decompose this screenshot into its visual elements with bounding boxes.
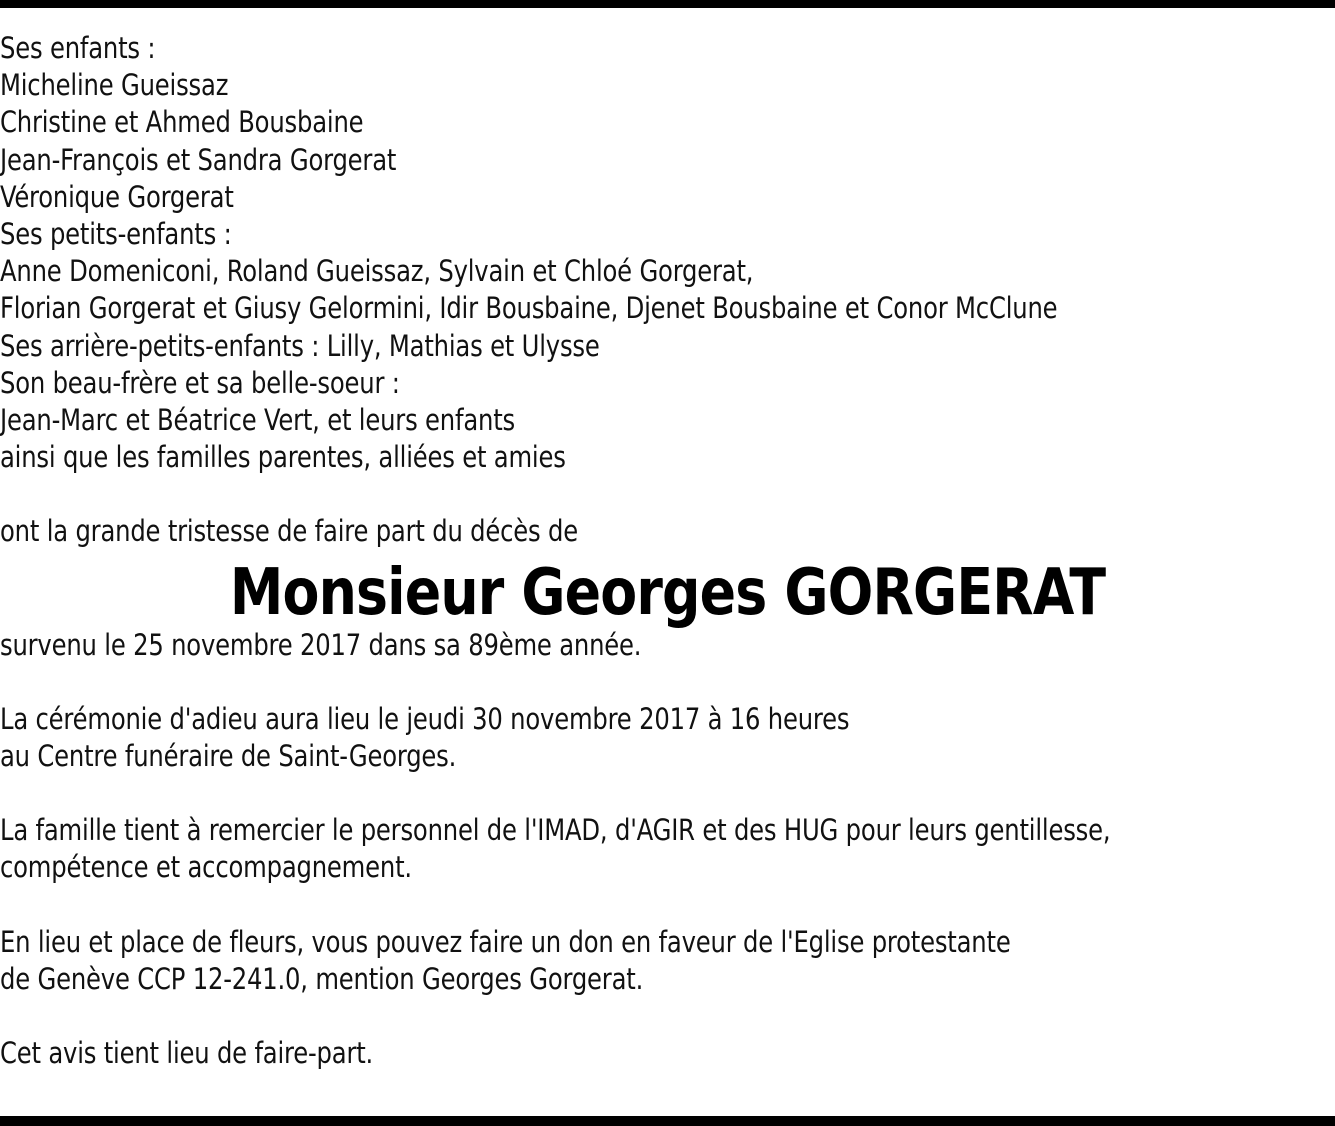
family-list xyxy=(0,30,1335,476)
spacer xyxy=(0,476,1335,513)
donation-line-1: En lieu et place de fleurs, vous pouvez faire un don en faveur de l'Eglise protestante xyxy=(0,924,1011,959)
ceremony-line-1: La cérémonie d'adieu aura lieu le jeudi 30 novembre 2017 à 16 heures xyxy=(0,701,850,736)
spacer xyxy=(0,887,1335,924)
family-member: Jean-François et Sandra Gorgerat xyxy=(0,142,397,177)
closing-text: Cet avis tient lieu de faire-part. xyxy=(0,1036,374,1071)
top-rule xyxy=(0,0,1335,8)
family-heading-in-laws: Son beau-frère et sa belle-soeur : xyxy=(0,365,400,400)
death-info: survenu le 25 novembre 2017 dans sa 89ème année. xyxy=(0,627,642,662)
spacer xyxy=(0,998,1335,1035)
obituary-notice xyxy=(0,30,1335,1072)
family-great-grandchildren: Ses arrière-petits-enfants : Lilly, Mathias et Ulysse xyxy=(0,328,600,363)
family-heading-grandchildren: Ses petits-enfants : xyxy=(0,217,232,252)
family-member: Jean-Marc et Béatrice Vert, et leurs enfants xyxy=(0,403,516,438)
family-heading-children: Ses enfants : xyxy=(0,31,156,65)
deceased-name: Monsieur Georges GORGERAT xyxy=(229,555,1106,630)
thanks-line-1: La famille tient à remercier le personnel de l'IMAD, d'AGIR et des HUG pour leurs gentillesse, xyxy=(0,813,1111,848)
thanks-line-2: compétence et accompagnement. xyxy=(0,850,412,885)
family-member: Christine et Ahmed Bousbaine xyxy=(0,105,364,140)
family-member: Anne Domeniconi, Roland Gueissaz, Sylvain et Chloé Gorgerat, xyxy=(0,254,754,289)
family-member: Micheline Gueissaz xyxy=(0,68,229,103)
donation-line-2: de Genève CCP 12-241.0, mention Georges Gorgerat. xyxy=(0,961,644,996)
family-member: Florian Gorgerat et Giusy Gelormini, Idir Bousbaine, Djenet Bousbaine et Conor McClune xyxy=(0,291,1058,326)
family-extended: ainsi que les familles parentes, alliées et amies xyxy=(0,440,566,475)
spacer xyxy=(0,664,1335,701)
ceremony-line-2: au Centre funéraire de Saint-Georges. xyxy=(0,739,457,774)
bottom-rule xyxy=(0,1116,1335,1126)
spacer xyxy=(0,775,1335,812)
announcement-text: ont la grande tristesse de faire part du décès de xyxy=(0,514,578,549)
family-member: Véronique Gorgerat xyxy=(0,179,234,214)
